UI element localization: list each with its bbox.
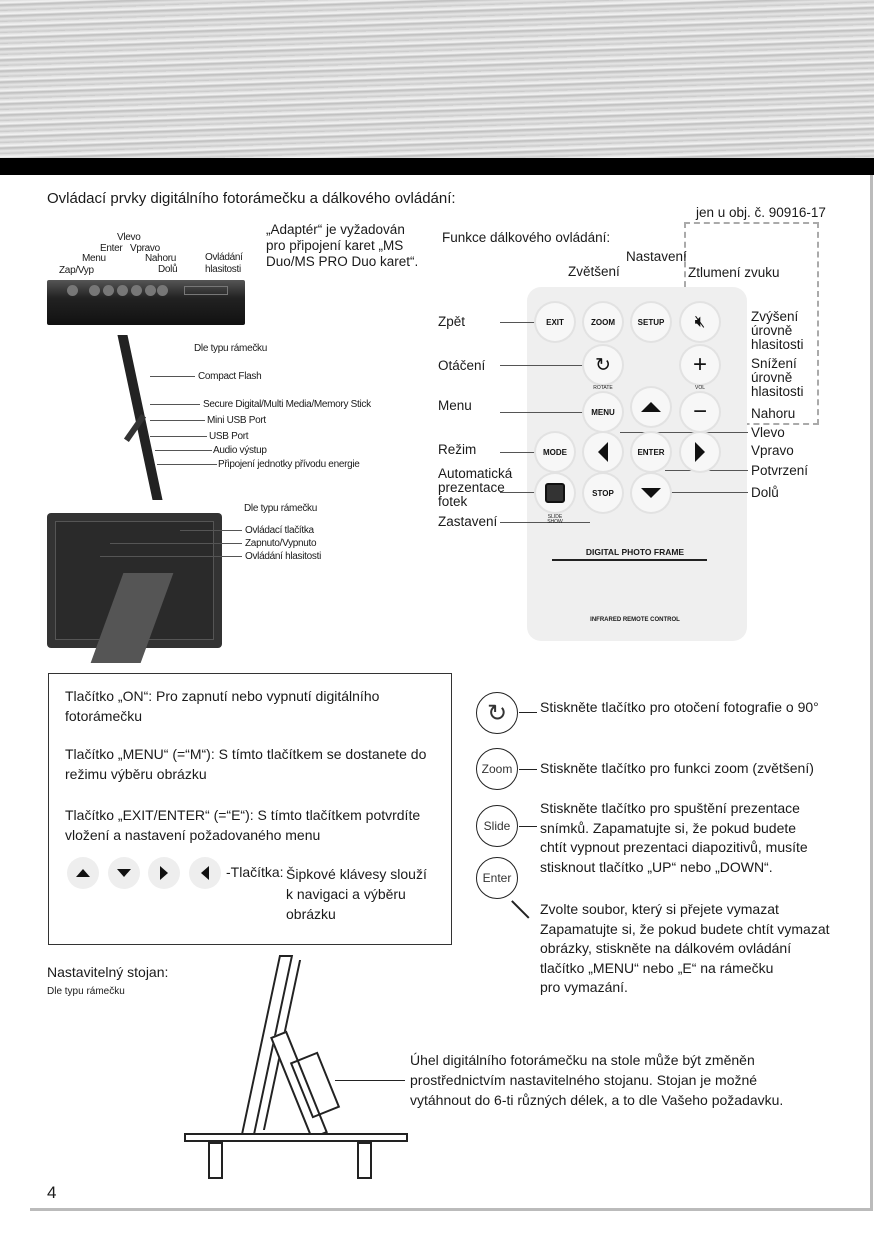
label-line: úrovně	[751, 370, 793, 385]
menu-button[interactable]: MENU	[584, 393, 622, 431]
port-mini-usb: Mini USB Port	[207, 415, 266, 426]
arrow-down-icon	[108, 857, 140, 889]
label-slideshow-line: Automatická	[438, 466, 513, 481]
remote-footer: INFRARED REMOTE CONTROL	[590, 617, 680, 623]
remote-brand: DIGITAL PHOTO FRAME	[585, 547, 685, 557]
arrow-up-icon	[67, 857, 99, 889]
enter-button[interactable]: ENTER	[632, 433, 670, 471]
stand-illustration	[180, 955, 410, 1185]
info-line: fotorámečku	[65, 708, 143, 724]
arrow-left-icon	[598, 442, 608, 462]
help-line: snímků. Zapamatujte si, že pokud budete	[540, 819, 797, 836]
help-line: Zvolte soubor, který si přejete vymazat	[540, 901, 779, 917]
adapter-note-line: „Adaptér“ je vyžadován	[266, 222, 405, 237]
arrows-label: -Tlačítka:	[226, 864, 284, 880]
label-line: úrovně	[751, 323, 793, 338]
label-setup: Nastavení	[626, 249, 687, 264]
help-line: tlačítko „MENU“ nebo „E“ na rámečku	[540, 959, 774, 976]
info-line: obrázku	[286, 906, 336, 922]
down-button[interactable]	[632, 474, 670, 512]
side-heading: Dle typu rámečku	[194, 343, 268, 354]
help-rotate: Stiskněte tlačítko pro otočení fotografie o 90°	[540, 699, 819, 715]
page-border-right	[870, 175, 873, 1210]
stand-desc	[410, 1050, 783, 1110]
vol-caption: VOL	[694, 385, 705, 391]
volume-up-button[interactable]	[681, 346, 719, 384]
arrow-right-icon	[695, 442, 705, 462]
label-left-remote: Vlevo	[751, 425, 785, 440]
label-volume-up	[751, 310, 804, 352]
info-exit	[65, 805, 420, 845]
back-frame-photo	[47, 513, 222, 648]
stop-button[interactable]: STOP	[584, 474, 622, 512]
info-menu	[65, 744, 426, 784]
port-audio: Audio výstup	[213, 445, 267, 456]
adapter-note	[266, 222, 418, 270]
label-zoom: Zvětšení	[568, 264, 620, 279]
label-menu-remote: Menu	[438, 398, 472, 413]
info-line: Tlačítko „ON“: Pro zapnutí nebo vypnutí digitálního	[65, 688, 380, 704]
plus-icon: +	[692, 351, 707, 378]
brand-underline	[552, 559, 707, 561]
pointer-line	[511, 900, 529, 918]
label-line: Snížení	[751, 356, 797, 371]
help-line: Stiskněte tlačítko pro spuštění prezentace	[540, 800, 800, 816]
rotate-button[interactable]	[584, 346, 622, 384]
stand-line: prostřednictvím nastavitelného stojanu. Stojan je možné	[410, 1072, 758, 1088]
label-slideshow	[438, 467, 512, 509]
slide-icon: Slide	[476, 805, 518, 847]
help-zoom: Stiskněte tlačítko pro funkci zoom (zvětšení)	[540, 760, 814, 776]
label-mute: Ztlumení zvuku	[688, 265, 780, 280]
label-volume-2: hlasitosti	[205, 264, 241, 275]
header-banner	[0, 0, 874, 160]
zoom-button[interactable]: ZOOM	[584, 303, 622, 341]
rotate-icon: ↻	[595, 354, 611, 376]
slideshow-caption: SLIDE SHOW	[547, 514, 563, 525]
info-line: Šipkové klávesy slouží	[286, 866, 427, 882]
zoom-icon: Zoom	[476, 748, 518, 790]
label-mode: Režim	[438, 442, 477, 457]
arrow-right-icon	[148, 857, 180, 889]
label-left: Vlevo	[117, 232, 141, 243]
help-line: chtít vypnout prezentaci diapozitivů, musíte	[540, 839, 808, 855]
exit-button[interactable]: EXIT	[536, 303, 574, 341]
label-right: Vpravo	[130, 243, 160, 254]
mute-button[interactable]	[681, 303, 719, 341]
info-line: režimu výběru obrázku	[65, 766, 207, 782]
rotate-icon: ↻	[476, 692, 518, 734]
page-border-bottom	[30, 1208, 873, 1211]
setup-button[interactable]: SETUP	[632, 303, 670, 341]
help-enter	[540, 900, 830, 998]
info-line: vložení a nastavení požadovaného menu	[65, 827, 321, 843]
page-number: 4	[47, 1183, 57, 1202]
volume-down-button[interactable]	[681, 393, 719, 431]
left-button[interactable]	[584, 433, 622, 471]
label-volume-1: Ovládání	[205, 252, 243, 263]
arrows-desc	[286, 864, 427, 924]
port-usb: USB Port	[209, 431, 249, 442]
help-line: obrázky, stiskněte na dálkovém ovládání	[540, 940, 792, 956]
label-right-remote: Vpravo	[751, 443, 794, 458]
label-stop: Zastavení	[438, 514, 498, 529]
label-slideshow-line: fotek	[438, 494, 468, 509]
port-sd: Secure Digital/Multi Media/Memory Stick	[203, 399, 371, 410]
adapter-note-line: Duo/MS PRO Duo karet“.	[266, 254, 419, 269]
label-confirm: Potvrzení	[751, 463, 809, 478]
help-line: Zapamatujte si, že pokud budete chtít vymazat	[540, 920, 830, 937]
help-line: stisknout tlačítko „UP“ nebo „DOWN“.	[540, 858, 773, 875]
arrow-down-icon	[641, 488, 661, 498]
label-up: Nahoru	[145, 253, 176, 264]
header-bar	[0, 158, 874, 175]
label-power: Zap/Vyp	[59, 265, 94, 276]
back-controls: Ovládací tlačítka	[245, 525, 314, 536]
top-panel-photo	[47, 280, 245, 325]
back-heading: Dle typu rámečku	[244, 503, 318, 514]
info-line: k navigaci a výběru	[286, 886, 406, 902]
mode-button[interactable]: MODE	[536, 433, 574, 471]
stand-line: Úhel digitálního fotorámečku na stole může být změněn	[410, 1052, 755, 1068]
help-slide	[540, 799, 808, 877]
back-power: Zapnuto/Vypnuto	[245, 538, 317, 549]
label-line: hlasitosti	[751, 384, 804, 399]
label-slideshow-line: prezentace	[438, 480, 505, 495]
stand-heading: Nastavitelný stojan:	[47, 964, 169, 980]
label-line: hlasitosti	[751, 337, 804, 352]
arrow-left-icon	[189, 857, 221, 889]
right-button[interactable]	[681, 433, 719, 471]
slideshow-icon	[545, 483, 565, 503]
mute-icon: 🔇︎	[694, 312, 706, 331]
info-on	[65, 686, 379, 726]
stand-sub: Dle typu rámečku	[47, 986, 125, 997]
enter-icon: Enter	[476, 857, 518, 899]
label-enter: Enter	[100, 243, 123, 254]
label-volume-down	[751, 357, 804, 399]
port-power: Připojení jednotky přívodu energie	[218, 459, 360, 470]
order-note: jen u obj. č. 90916-17	[696, 205, 826, 220]
minus-icon: −	[692, 398, 707, 425]
adapter-note-line: pro připojení karet „MS	[266, 238, 404, 253]
page-title: Ovládací prvky digitálního fotorámečku a dálkového ovládání:	[47, 190, 456, 207]
label-back: Zpět	[438, 314, 466, 329]
info-line: Tlačítko „EXIT/ENTER“ (=“E“): S tímto tlačítkem potvrdíte	[65, 807, 421, 823]
up-button[interactable]	[632, 388, 670, 426]
slideshow-button[interactable]	[536, 474, 574, 512]
label-up-remote: Nahoru	[751, 406, 796, 421]
label-line: Zvýšení	[751, 309, 799, 324]
label-rotate: Otáčení	[438, 358, 486, 373]
remote-heading: Funkce dálkového ovládání:	[442, 230, 611, 245]
help-line: pro vymazání.	[540, 979, 628, 995]
info-line: Tlačítko „MENU“ (=“M“): S tímto tlačítkem se dostanete do	[65, 746, 427, 762]
label-down-remote: Dolů	[751, 485, 779, 500]
label-down: Dolů	[158, 264, 178, 275]
arrow-up-icon	[641, 402, 661, 412]
back-volume: Ovládání hlasitosti	[245, 551, 322, 562]
rotate-caption: ROTATE	[593, 385, 613, 391]
port-compact-flash: Compact Flash	[198, 371, 262, 382]
label-menu: Menu	[82, 253, 106, 264]
stand-line: vytáhnout do 6-ti různých délek, a to dle Vašeho požadavku.	[410, 1092, 784, 1108]
